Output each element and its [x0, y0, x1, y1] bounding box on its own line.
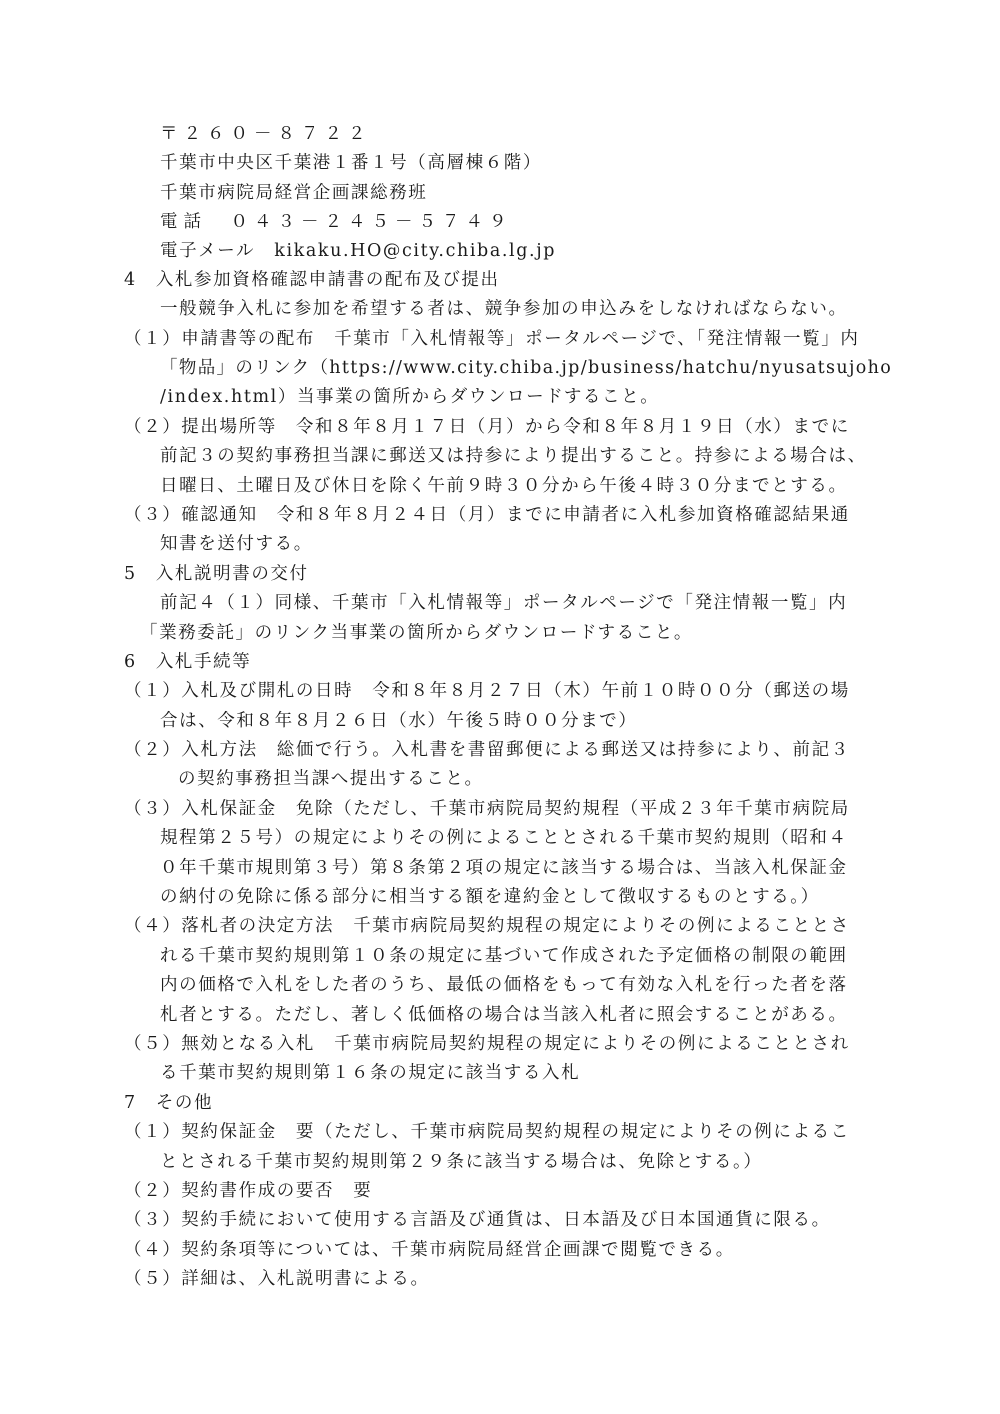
section-6-item-5-line-2: る千葉市契約規則第１６条の規定に該当する入札 — [160, 1063, 581, 1083]
section-6-item-3-line-4: の納付の免除に係る部分に相当する額を違約金として徴収するものとする。） — [160, 887, 820, 907]
section-6-item-5-line-1: （５）無効となる入札 千葉市病院局契約規程の規定によりその例によることとされ — [124, 1034, 850, 1054]
section-4-item-3-line-1: （３）確認通知 令和８年８月２４日（月）までに申請者に入札参加資格確認結果通 — [124, 505, 850, 525]
section-6-item-1-line-2: 合は、令和８年８月２６日（水）午後５時００分まで） — [160, 711, 638, 731]
section-6-item-1-line-1: （１）入札及び開札の日時 令和８年８月２７日（木）午前１０時００分（郵送の場 — [124, 681, 850, 701]
section-4-item-2-line-2: 前記３の契約事務担当課に郵送又は持参により提出すること。持参による場合は、 — [160, 446, 867, 466]
section-4-item-2-line-1: （２）提出場所等 令和８年８月１７日（月）から令和８年８月１９日（水）までに — [124, 417, 850, 437]
section-6-item-4-line-2: れる千葉市契約規則第１０条の規定に基づいて作成された予定価格の制限の範囲 — [160, 946, 848, 966]
section-5-line-1: 前記４（１）同様、千葉市「入札情報等」ポータルページで「発注情報一覧」内 — [160, 593, 848, 613]
section-5-line-2: 「業務委託」のリンク当事業の箇所からダウンロードすること。 — [140, 623, 694, 643]
section-4-item-1-line-1: （１）申請書等の配布 千葉市「入札情報等」ポータルページで、「発注情報一覧」内 — [124, 329, 860, 349]
email: 電子メール kikaku.HO@city.chiba.lg.jp — [160, 241, 557, 261]
phone: 電話 ０４３－２４５－５７４９ — [160, 212, 513, 232]
section-7-item-4: （４）契約条項等については、千葉市病院局経営企画課で閲覧できる。 — [124, 1240, 735, 1260]
address: 千葉市中央区千葉港１番１号（高層棟６階） — [160, 153, 542, 173]
section-6-item-3-line-1: （３）入札保証金 免除（ただし、千葉市病院局契約規程（平成２３年千葉市病院局 — [124, 799, 850, 819]
postal-code: 〒２６０－８７２２ — [160, 124, 372, 144]
section-6-item-4-line-1: （４）落札者の決定方法 千葉市病院局契約規程の規定によりその例によることとさ — [124, 916, 850, 936]
section-6-item-3-line-2: 規程第２５号）の規定によりその例によることとされる千葉市契約規則（昭和４ — [160, 828, 848, 848]
section-4-intro: 一般競争入札に参加を希望する者は、競争参加の申込みをしなければならない。 — [160, 299, 848, 319]
section-7-item-5: （５）詳細は、入札説明書による。 — [124, 1269, 430, 1289]
section-6-item-4-line-3: 内の価格で入札をした者のうち、最低の価格をもって有効な入札を行った者を落 — [160, 975, 848, 995]
section-4-item-1-line-2: 「物品」のリンク（https://www.city.chiba.jp/business/hatchu/nyusatsujoho — [160, 358, 893, 378]
section-heading-4: 4 入札参加資格確認申請書の配布及び提出 — [124, 270, 500, 290]
section-heading-5: 5 入札説明書の交付 — [124, 564, 309, 584]
section-7-item-1-line-2: ととされる千葉市契約規則第２９条に該当する場合は、免除とする。） — [160, 1152, 763, 1172]
section-7-item-3: （３）契約手続において使用する言語及び通貨は、日本語及び日本国通貨に限る。 — [124, 1210, 831, 1230]
section-6-item-3-line-3: ０年千葉市規則第３号）第８条第２項の規定に該当する場合は、当該入札保証金 — [160, 858, 848, 878]
section-6-item-2-line-2: の契約事務担当課へ提出すること。 — [178, 769, 484, 789]
section-6-item-4-line-4: 札者とする。ただし、著しく低価格の場合は当該入札者に照会することがある。 — [160, 1005, 848, 1025]
section-6-item-2-line-1: （２）入札方法 総価で行う。入札書を書留郵便による郵送又は持参により、前記３ — [124, 740, 850, 760]
section-4-item-1-line-3: /index.html）当事業の箇所からダウンロードすること。 — [160, 387, 660, 407]
section-heading-6: 6 入札手続等 — [124, 652, 252, 672]
section-heading-7: 7 その他 — [124, 1093, 214, 1113]
section-7-item-2: （２）契約書作成の要否 要 — [124, 1181, 373, 1201]
department: 千葉市病院局経営企画課総務班 — [160, 183, 428, 203]
section-7-item-1-line-1: （１）契約保証金 要（ただし、千葉市病院局契約規程の規定によりその例によるこ — [124, 1122, 850, 1142]
section-4-item-3-line-2: 知書を送付する。 — [160, 534, 313, 554]
section-4-item-2-line-3: 日曜日、土曜日及び休日を除く午前９時３０分から午後４時３０分までとする。 — [160, 476, 848, 496]
